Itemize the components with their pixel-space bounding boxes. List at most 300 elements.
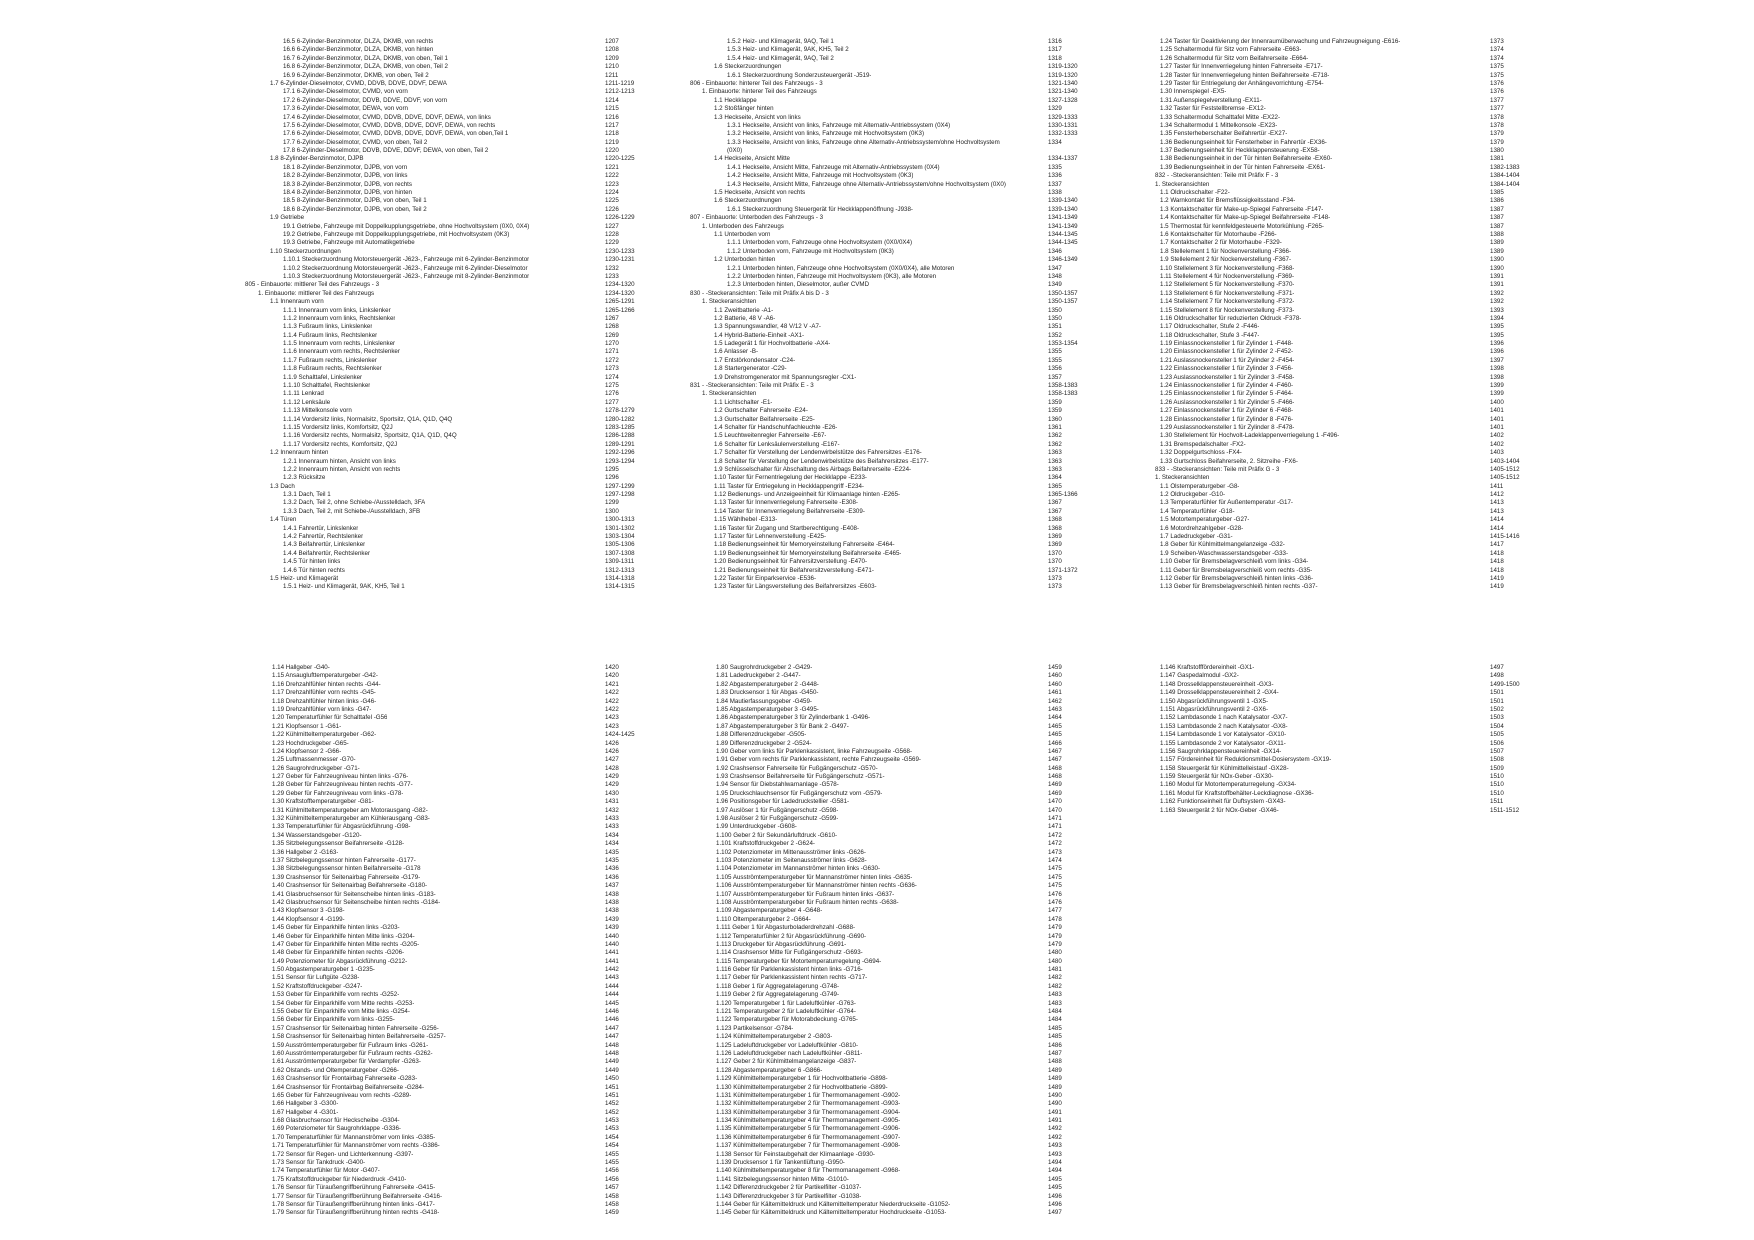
- toc-entry-title: 1.142 Differenzdruckgeber 2 für Partikelfilter -G1037-: [716, 1184, 862, 1192]
- toc-entry-page: 1436: [605, 873, 619, 881]
- toc-entry-page: 1373: [1490, 38, 1504, 45]
- toc-entry-title: 1.109 Abgastemperaturgeber 4 -G648-: [716, 907, 823, 915]
- toc-entry-title: 1.33 Schaltermodul Schalttafel Mitte -EX22-: [1160, 113, 1281, 121]
- toc-entry-title: 1.3.1 Dach, Teil 1: [283, 491, 331, 499]
- toc-entry-page: 1299: [605, 499, 619, 507]
- toc-entry-title: 1.75 Kraftstoffdruckgeber für Niederdruck -G410-: [272, 1175, 407, 1183]
- toc-entry-title: 1.113 Druckgeber für Abgasrückführung -G691-: [716, 940, 847, 948]
- toc-entry-page: 1370: [1048, 549, 1062, 557]
- toc-entry-page: 1384-1404: [1490, 172, 1520, 180]
- toc-entry-title: 1.3.3 Heckseite, Ansicht von links, Fahrzeuge ohne Alternativ-Antriebssystem/ohne Hochvoltsystem: [727, 138, 1000, 146]
- toc-entry-title: 1.43 Klopfsensor 3 -G198-: [272, 907, 345, 915]
- toc-entry-title: 1.8 Geber für Kühlmittelmangelanzeige -G32-: [1160, 541, 1285, 549]
- toc-entry-title: 1.131 Kühlmitteltemperaturgeber 1 für Thermomanagement -G902-: [716, 1091, 901, 1099]
- toc-entry-page: 1443: [605, 974, 619, 982]
- toc-entry-title: 1.9 Drehstromgenerator mit Spannungsregler -CX1-: [714, 373, 857, 381]
- toc-entry-page: 1319-1320: [1048, 63, 1078, 71]
- toc-entry-page: 1384-1404: [1490, 180, 1520, 188]
- toc-entry-title: 1.1 Lichtschalter -E1-: [714, 398, 773, 406]
- toc-entry-page: 1488: [1048, 1058, 1062, 1066]
- toc-entry-title: 1.96 Positionsgeber für Ladedruckstellier -G581-: [716, 798, 850, 806]
- toc-entry-page: 1357: [1048, 373, 1062, 381]
- toc-entry-page: 1429: [605, 781, 619, 789]
- toc-entry-title: 1.6.1 Steckerzuordnung Sonderzusteuergerät -J519-: [727, 71, 872, 79]
- toc-entry-title: 1.86 Abgastemperaturgeber 3 für Zylinderbank 1 -G496-: [716, 714, 871, 722]
- toc-entry-title: 1.15 Wählhebel -E313-: [714, 516, 778, 524]
- toc-entry-page: 1437: [605, 882, 619, 890]
- toc-entry-page: 1221: [605, 163, 619, 171]
- toc-entry-page: 1468: [1048, 773, 1062, 781]
- toc-entry-page: 1424-1425: [605, 731, 635, 739]
- toc-entry-page: 1474: [1048, 856, 1062, 864]
- toc-entry-page: 1367: [1048, 507, 1062, 515]
- toc-entry-title: 1.12 Geber für Bremsbelagverschleiß hinten links -G36-: [1160, 575, 1314, 582]
- toc-entry-title: 1.16 Öldruckschalter für reduzierten Öldruck -F378-: [1160, 314, 1302, 322]
- toc-entry-page: 1353-1354: [1048, 340, 1078, 348]
- toc-entry-page: 1427: [605, 756, 619, 764]
- toc-entry-page: 1475: [1048, 873, 1062, 881]
- toc-entry-page: 1417: [1490, 541, 1504, 549]
- toc-entry-title: 1.31 Kühlmitteltemperaturgeber am Motorausgang -G82-: [272, 806, 428, 814]
- toc-entry-page: 1449: [605, 1066, 619, 1074]
- toc-entry-page: 1465: [1048, 731, 1062, 739]
- toc-entry-title: 1.1.5 Innenraum vorn rechts, Linkslenker: [283, 340, 396, 348]
- toc-entry-title: 1.2 Batterie, 48 V -A6-: [714, 314, 776, 322]
- toc-entry-page: 1422: [605, 705, 619, 713]
- toc-entry-page: 1392: [1490, 298, 1504, 306]
- toc-entry-title: 1.2.3 Rücksitze: [283, 474, 326, 482]
- toc-entry-page: 1365: [1048, 482, 1062, 490]
- toc-entry-title: 1.30 Innenspiegel -EX5-: [1160, 88, 1227, 96]
- toc-entry-page: 1271: [605, 348, 619, 356]
- toc-entry-page: 1490: [1048, 1100, 1062, 1108]
- toc-entry-title: 1.49 Potenziometer für Abgasrückführung -G212-: [272, 957, 408, 965]
- toc-entry-title: 1.10.2 Steckerzuordnung Motorsteuergerät -J623-, Fahrzeuge mit 6-Zylinder-Dieselmotor: [283, 264, 528, 272]
- toc-entry-page: 1469: [1048, 781, 1062, 789]
- toc-entry-page: 1356: [1048, 365, 1062, 373]
- toc-entry-page: 1286-1288: [605, 432, 635, 440]
- toc-entry-page: 1471: [1048, 815, 1062, 823]
- toc-entry-page: 1493: [1048, 1150, 1062, 1158]
- toc-entry-page: 1359: [1048, 398, 1062, 406]
- toc-entry-page: 1371-1372: [1048, 566, 1078, 574]
- toc-entry-page: 1336: [1048, 172, 1062, 180]
- toc-entry-page: 1297-1298: [605, 491, 635, 499]
- toc-entry-page: 1222: [605, 172, 619, 180]
- toc-entry-title: 1.38 Sitzbelegungssensor hinten Beifahrerseite -G178: [272, 865, 421, 873]
- toc-entry-page: 1397: [1490, 356, 1504, 364]
- toc-entry-page: 1351: [1048, 323, 1062, 331]
- toc-entry-title: 18.2 8-Zylinder-Benzinmotor, DJPB, von links: [283, 172, 408, 180]
- toc-entry-page: 1511-1512: [1490, 806, 1520, 814]
- toc-entry-title: 1.99 Unterdruckgeber -G608-: [716, 823, 797, 831]
- toc-entry-page: 1446: [605, 1016, 619, 1024]
- toc-entry-title: 1.137 Kühlmitteltemperaturgeber 7 für Thermomanagement -G908-: [716, 1142, 901, 1150]
- toc-entry-page: 1400: [1490, 398, 1504, 406]
- toc-entry-page: 1459: [605, 1209, 619, 1217]
- toc-entry-page: 1273: [605, 365, 619, 373]
- toc-entry-page: 1352: [1048, 331, 1062, 339]
- toc-entry-page: 1329-1333: [1048, 113, 1078, 121]
- toc-entry-title: 1.16 Drehzahlfühler hinten rechts -G44-: [272, 680, 381, 688]
- toc-entry-title: 1.4 Heckseite, Ansicht Mitte: [714, 155, 791, 163]
- toc-entry-page: 1373: [1048, 575, 1062, 582]
- toc-entry-page: 1491: [1048, 1117, 1062, 1125]
- toc-entry-title: 1.3 Heckseite, Ansicht von links: [714, 113, 801, 121]
- toc-entry-title: 1.35 Sitzbelegungssensor Beifahrerseite -G128-: [272, 840, 405, 848]
- toc-entry-title: 1.144 Geber für Kältemitteldruck und Kältemitteltemperatur Niederdruckseite -G1052-: [716, 1201, 951, 1208]
- toc-entry-page: 1482: [1048, 974, 1062, 982]
- toc-entry-page: 1211: [605, 71, 619, 79]
- toc-entry-page: 1295: [605, 465, 619, 473]
- toc-entry-page: 1495: [1048, 1175, 1062, 1183]
- toc-entry-page: 1375: [1490, 63, 1504, 71]
- toc-entry-title: 1. Einbauorte: hinterer Teil des Fahrzeugs: [702, 88, 817, 96]
- toc-entry-title: 1.21 Klopfsensor 1 -G61-: [272, 722, 342, 730]
- toc-entry-title: 1.106 Ausströmtemperaturgeber für Mannanströmer hinten rechts -G636-: [716, 882, 917, 890]
- toc-entry-page: 1422: [605, 689, 619, 697]
- toc-entry-page: 1214: [605, 96, 619, 104]
- toc-entry-title: 1.136 Kühlmitteltemperaturgeber 6 für Thermomanagement -G907-: [716, 1133, 901, 1141]
- toc-entry-page: 1452: [605, 1100, 619, 1108]
- toc-entry-title: 19.3 Getriebe, Fahrzeuge mit Automatikgetriebe: [283, 239, 415, 247]
- toc-entry-title: 833 - -Steckeransichten: Teile mit Präfix G - 3: [1155, 465, 1280, 473]
- toc-entry-title: 1.9 Getriebe: [270, 214, 305, 222]
- toc-entry-page: 1429: [605, 773, 619, 781]
- toc-entry-page: 1432: [605, 806, 619, 814]
- toc-entry-title: 1.162 Funktionseinheit für Duftsystem -GX43-: [1160, 798, 1286, 806]
- toc-entry-page: 1297-1299: [605, 482, 635, 490]
- toc-entry-title: 1.156 Saugrohrklappensteuereinheit -GX14-: [1160, 747, 1282, 755]
- toc-entry-title: 1.20 Temperaturfühler für Schalttafel -G56: [272, 714, 388, 722]
- toc-entry-title: 19.1 Getriebe, Fahrzeuge mit Doppelkupplungsgetriebe, ohne Hochvoltsystem (0X0, 0X4): [283, 222, 530, 230]
- toc-entry-page: 1378: [1490, 121, 1504, 129]
- toc-entry-title: 1.13 Taster für Innenverriegelung Fahrerseite -E308-: [714, 499, 858, 507]
- toc-entry-title: 18.1 8-Zylinder-Benzinmotor, DJPB, von vorn: [283, 163, 408, 171]
- toc-entry-title: 1.115 Temperaturgeber für Motortemperaturregelung -G694-: [716, 957, 882, 965]
- toc-entry-title: 1.80 Saugrohrdruckgeber 2 -G429-: [716, 664, 813, 671]
- toc-entry-title: 16.7 6-Zylinder-Benzinmotor, DLZA, DKMB, von oben, Teil 1: [283, 54, 448, 62]
- toc-entry-title: 1.148 Drosselklappensteuereinheit -GX3-: [1160, 680, 1274, 688]
- toc-entry-page: 1387: [1490, 214, 1504, 222]
- toc-entry-title: 1.146 Kraftstofffördereinheit -GX1-: [1160, 664, 1255, 671]
- toc-entry-title: 1.139 Drucksensor 1 für Tankentlüftung -G950-: [716, 1159, 845, 1167]
- toc-entry-title: 806 - Einbauorte: hinterer Teil des Fahrzeugs - 3: [690, 79, 823, 87]
- toc-entry-page: 1395: [1490, 323, 1504, 331]
- toc-entry-page: 1396: [1490, 348, 1504, 356]
- toc-entry-page: 1459: [1048, 664, 1062, 671]
- toc-entry-title: 1.42 Glasbruchsensor für Seitenscheibe hinten rechts -G184-: [272, 898, 441, 906]
- toc-entry-page: 1496: [1048, 1192, 1062, 1200]
- toc-entry-page: 1503: [1490, 714, 1504, 722]
- toc-entry-title: 1.114 Crashsensor Mitte für Fußgängerschutz -G693-: [716, 949, 863, 957]
- toc-entry-title: 1.15 Ansauglufttemperaturgeber -G42-: [272, 672, 378, 680]
- toc-entry-title: 1.6 Schalter für Lenksäulenverstellung -E167-: [714, 440, 840, 448]
- toc-entry-page: 1438: [605, 907, 619, 915]
- toc-entry-title: 17.2 6-Zylinder-Dieselmotor, DDVB, DDVE, DDVF, von vorn: [283, 96, 448, 104]
- toc-entry-page: 1413: [1490, 507, 1504, 515]
- toc-entry-title: 1.111 Geber 1 für Abgasturboladerdrehzahl -G688-: [716, 924, 856, 932]
- toc-entry-title: 1.149 Drosselklappensteuereinheit 2 -GX4-: [1160, 689, 1279, 697]
- toc-entry-page: 1276: [605, 390, 619, 398]
- toc-entry-page: 1402: [1490, 432, 1504, 440]
- toc-entry-page: 1381: [1490, 155, 1504, 163]
- toc-entry-title: 1.1.9 Schalttafel, Linkslenker: [283, 373, 363, 381]
- toc-entry-page: 1419: [1490, 583, 1504, 591]
- toc-entry-page: 1463: [1048, 705, 1062, 713]
- toc-entry-page: 1207: [605, 38, 619, 45]
- toc-entry-title: 1.117 Geber für Parklenkassistent hinten rechts -G717-: [716, 974, 868, 982]
- toc-entry-page: 1480: [1048, 949, 1062, 957]
- toc-entry-title: 1.4 Türen: [270, 516, 297, 524]
- toc-entry-title: 1.11 Taster für Entriegelung in Heckklappengriff -E234-: [714, 482, 864, 490]
- toc-entry-page: 1501: [1490, 697, 1504, 705]
- toc-entry-page: 1405-1512: [1490, 474, 1520, 482]
- toc-entry-page: 1346: [1048, 247, 1062, 255]
- toc-entry-page: 1376: [1490, 79, 1504, 87]
- toc-entry-page: 1212-1213: [605, 88, 635, 96]
- toc-entry-title: 1.135 Kühlmitteltemperaturgeber 5 für Thermomanagement -G906-: [716, 1125, 901, 1133]
- toc-entry-title: 1.72 Sensor für Regen- und Lichterkennung -G397-: [272, 1150, 414, 1158]
- toc-entry-title: 1.32 Doppelgurtschloss -FX4-: [1160, 449, 1242, 457]
- toc-entry-page: 1505: [1490, 731, 1504, 739]
- toc-entry-title: 1.19 Bedienungseinheit für Memoryeinstellung Beifahrerseite -E465-: [714, 549, 902, 557]
- toc-entry-page: 1438: [605, 890, 619, 898]
- toc-entry-title: 1.1.11 Lenkrad: [283, 390, 324, 398]
- toc-entry-title: 1.60 Ausströmtemperaturgeber für Fußraum rechts -G262-: [272, 1049, 433, 1057]
- toc-entry-title: 1.8 8-Zylinder-Benzinmotor, DJPB: [270, 155, 364, 163]
- toc-entry-page: 1475: [1048, 865, 1062, 873]
- toc-entry-page: 1369: [1048, 533, 1062, 541]
- toc-entry-page: 1360: [1048, 415, 1062, 423]
- toc-entry-title: 1.1.1 Innenraum vorn links, Linkslenker: [283, 306, 391, 314]
- toc-entry-title: 17.6 6-Zylinder-Dieselmotor, CVMD, DDVB, DDVE, DDVF, DEWA, von oben,Teil 1: [283, 130, 509, 138]
- toc-entry-page: 1219: [605, 138, 619, 146]
- toc-entry-page: 1378: [1490, 113, 1504, 121]
- toc-entry-page: 1423: [605, 722, 619, 730]
- toc-entry-page: 1435: [605, 856, 619, 864]
- toc-entry-page: 1497: [1048, 1209, 1062, 1217]
- toc-entry-title: 1.143 Differenzdruckgeber 3 für Partikelfilter -G1038-: [716, 1192, 862, 1200]
- toc-entry-title: 1.9 Stellelement 2 für Nockenverstellung -F367-: [1160, 256, 1292, 264]
- toc-entry-page: 1292-1296: [605, 449, 635, 457]
- toc-entry-title: 1.161 Modul für Kraftstoffbehälter-Leckdiagnose -GX36-: [1160, 789, 1314, 797]
- toc-entry-title: 1.5.1 Heiz- und Klimagerät, 9AK, KH5, Teil 1: [283, 583, 405, 591]
- toc-entry-title: 1.76 Sensor für Türaußengriffberührung Fahrerseite -G415-: [272, 1184, 436, 1192]
- toc-entry-page: 1312-1313: [605, 566, 635, 574]
- toc-entry-page: 1485: [1048, 1024, 1062, 1032]
- toc-entry-page: 1413: [1490, 499, 1504, 507]
- toc-entry-page: 1301-1302: [605, 524, 635, 532]
- toc-entry-title: 1.16 Taster für Zugang und Startberechtigung -E408-: [714, 524, 860, 532]
- toc-entry-page: 1389: [1490, 239, 1504, 247]
- toc-entry-title: 1.62 Ölstands- und Öltemperaturgeber -G266-: [272, 1066, 399, 1074]
- toc-entry-title: 1.3 Dach: [270, 482, 295, 490]
- toc-entry-page: 1349: [1048, 281, 1062, 289]
- toc-entry-page: 1448: [605, 1041, 619, 1049]
- toc-entry-title: 1.112 Temperaturfühler 2 für Abgasrückführung -G690-: [716, 932, 867, 940]
- toc-entry-page: 1494: [1048, 1167, 1062, 1175]
- toc-entry-title: 1.91 Geber vorn rechts für Parklenkassistent, rechte Fahrzeugseite -G569-: [716, 756, 921, 764]
- toc-entry-title: 1.1 Innenraum vorn: [270, 298, 324, 306]
- toc-entry-page: 1226-1229: [605, 214, 635, 222]
- toc-entry-page: 1467: [1048, 747, 1062, 755]
- toc-entry-page: 1433: [605, 815, 619, 823]
- toc-entry-page: 1492: [1048, 1133, 1062, 1141]
- toc-entry-title: 1.2 Gurtschalter Fahrerseite -E24-: [714, 407, 808, 415]
- toc-entry-title: 1.32 Kühlmitteltemperaturgeber am Kühlerausgang -G83-: [272, 815, 430, 823]
- toc-entry-page: 1365-1366: [1048, 491, 1078, 499]
- toc-entry-title: 1.104 Potenziometer im Mannanströmer hinten links -G630-: [716, 865, 881, 873]
- toc-entry-page: 1502: [1490, 705, 1504, 713]
- toc-entry-title: 1.5 Ladegerät 1 für Hochvoltbatterie -AX4-: [714, 340, 831, 348]
- toc-entry-page: 1300-1313: [605, 516, 635, 524]
- toc-entry-title: 1.150 Abgasrückführungsventil 1 -GX5-: [1160, 697, 1268, 705]
- toc-entry-title: 1.23 Taster für Längsverstellung des Beifahrersitzes -E603-: [714, 583, 877, 591]
- toc-entry-title: 1.10 Taster für Fernentriegelung der Heckklappe -E233-: [714, 474, 867, 482]
- toc-entry-page: 1229: [605, 239, 619, 247]
- toc-entry-page: 1506: [1490, 739, 1504, 747]
- toc-entry-page: 1350-1357: [1048, 289, 1078, 297]
- toc-entry-page: 1339-1340: [1048, 205, 1078, 213]
- toc-entry-title: 1.70 Temperaturfühler für Mannanströmer vorn links -G385-: [272, 1133, 436, 1141]
- toc-entry-title: 1.153 Lambdasonde 2 nach Katalysator -GX8-: [1160, 722, 1288, 730]
- toc-entry-title: 1.6 Anlasser -B-: [714, 348, 759, 356]
- toc-entry-page: 1444: [605, 982, 619, 990]
- toc-entry-page: 1457: [605, 1184, 619, 1192]
- toc-entry-page: 1510: [1490, 781, 1504, 789]
- toc-entry-page: 1508: [1490, 756, 1504, 764]
- toc-entry-title: 1.9 Schlüsselschalter für Abschaltung des Airbags Beifahrerseite -E224-: [714, 465, 912, 473]
- toc-entry-page: 1380: [1490, 147, 1504, 155]
- toc-entry-page: 1223: [605, 180, 619, 188]
- toc-entry-title: 17.5 6-Zylinder-Dieselmotor, CVMD, DDVB, DDVE, DDVF, DEWA, von rechts: [283, 121, 496, 129]
- toc-entry-page: 1401: [1490, 415, 1504, 423]
- toc-entry-page: 1483: [1048, 991, 1062, 999]
- toc-entry-title: 1.5 Heiz- und Klimagerät: [270, 575, 339, 582]
- toc-entry-page: 1230-1233: [605, 247, 635, 255]
- toc-entry-title: 1.158 Steuergerät für Kühlmittelleistauf -GX28-: [1160, 764, 1289, 772]
- toc-entry-page: 1445: [605, 999, 619, 1007]
- toc-entry-page: 1405-1512: [1490, 465, 1520, 473]
- toc-entry-page: 1434: [605, 840, 619, 848]
- toc-entry-page: 1450: [605, 1075, 619, 1083]
- toc-entry-title: 1.30 Stellelement für Hochvolt-Ladeklappenverriegelung 1 -F496-: [1160, 432, 1340, 440]
- toc-entry-page: 1209: [605, 54, 619, 62]
- toc-entry-title: 1.3.2 Heckseite, Ansicht von links, Fahrzeuge mit Hochvoltsystem (0K3): [727, 130, 925, 138]
- toc-entry-title: 1.54 Geber für Einparkhilfe vorn Mitte rechts -G253-: [272, 999, 415, 1007]
- toc-entry-title: 17.4 6-Zylinder-Dieselmotor, CVMD, DDVB, DDVE, DDVF, DEWA, von links: [283, 113, 491, 121]
- toc-entry-title: 1. Unterboden des Fahrzeugs: [702, 222, 784, 230]
- toc-entry-page: 1368: [1048, 516, 1062, 524]
- toc-entry-page: 1389: [1490, 247, 1504, 255]
- toc-entry-title: 1.120 Temperaturgeber 1 für Ladeluftkühler -G763-: [716, 999, 856, 1007]
- toc-entry-page: 1339-1340: [1048, 197, 1078, 205]
- toc-entry-title: 1.6 Steckerzuordnungen: [714, 63, 782, 71]
- toc-entry-page: 1472: [1048, 840, 1062, 848]
- toc-entry-title: 1.53 Geber für Einparkhilfe vorn rechts -G252-: [272, 991, 400, 999]
- toc-entry-title: 1.40 Crashsensor für Seitenairbag Beifahrerseite -G180-: [272, 882, 428, 890]
- toc-entry-page: 1489: [1048, 1066, 1062, 1074]
- toc-entry-page: 1362: [1048, 440, 1062, 448]
- toc-entry-page: 1493: [1048, 1142, 1062, 1150]
- toc-entry-title: 1.89 Differenzdruckgeber 2 -G524-: [716, 739, 812, 747]
- toc-entry-page: 1456: [605, 1175, 619, 1183]
- toc-entry-page: 1215: [605, 105, 619, 113]
- toc-entry-title: 1.57 Crashsensor für Seitenairbag hinten Fahrerseite -G256-: [272, 1024, 439, 1032]
- toc-entry-title: 1.1.16 Vordersitz rechts, Normalsitz, Sportsitz, Q1A, Q1D, Q4Q: [283, 432, 457, 440]
- toc-entry-page: 1403: [1490, 449, 1504, 457]
- toc-entry-title: 1.138 Sensor für Feinstaubgehalt der Klimaanlage -G930-: [716, 1150, 875, 1158]
- toc-entry-title: 1.119 Geber 2 für Aggregatelagerung -G749-: [716, 991, 840, 999]
- toc-entry-page: 1393: [1490, 306, 1504, 314]
- toc-entry-page: 1232: [605, 264, 619, 272]
- toc-entry-title: 18.4 8-Zylinder-Benzinmotor, DJPB, von hinten: [283, 189, 412, 197]
- toc-entry-title: 1.1 Ölstemperaturgeber -G8-: [1160, 482, 1240, 490]
- toc-entry-page: 1475: [1048, 882, 1062, 890]
- toc-entry-page: 1350: [1048, 306, 1062, 314]
- toc-entry-page: 1367: [1048, 499, 1062, 507]
- toc-entry-title: 1.1 Zweitbatterie -A1-: [714, 306, 774, 314]
- toc-entry-title: 1.1.10 Schalttafel, Rechtslenker: [283, 382, 371, 390]
- toc-entry-page: 1480: [1048, 957, 1062, 965]
- toc-entry-title: 18.6 8-Zylinder-Benzinmotor, DJPB, von oben, Teil 2: [283, 205, 427, 213]
- toc-entry-page: 1484: [1048, 1008, 1062, 1016]
- toc-entry-title: 1.55 Geber für Einparkhilfe vorn Mitte links -G254-: [272, 1008, 410, 1016]
- toc-entry-title: 1.1.8 Fußraum rechts, Rechtslenker: [283, 365, 382, 373]
- toc-entry-title: 1.1.17 Vordersitz rechts, Komfortsitz, Q2J: [283, 440, 398, 448]
- toc-entry-page: 1230-1231: [605, 256, 635, 264]
- toc-entry-page: 1355: [1048, 356, 1062, 364]
- toc-entry-title: (0X0): [727, 147, 743, 155]
- toc-entry-title: 1.36 Hallgeber 2 -G163-: [272, 848, 339, 856]
- toc-entry-title: 1.46 Geber für Einparkhilfe hinten Mitte links -G204-: [272, 932, 415, 940]
- toc-entry-title: 1.100 Geber 2 für Sekundärluftdruck -G610-: [716, 831, 838, 839]
- toc-entry-page: 1467: [1048, 756, 1062, 764]
- toc-entry-title: 1.69 Potenziometer für Saugrohrklappe -G336-: [272, 1125, 401, 1133]
- toc-entry-page: 1321-1340: [1048, 79, 1078, 87]
- toc-entry-title: 1.26 Auslassnockensteller 1 für Zylinder 5 -F466-: [1160, 398, 1295, 406]
- toc-entry-page: 1369: [1048, 541, 1062, 549]
- toc-entry-page: 1368: [1048, 524, 1062, 532]
- toc-entry-title: 1.147 Gaspedalmodul -GX2-: [1160, 672, 1239, 680]
- toc-entry-title: 1.159 Steuergerät für NOx-Geber -GX30-: [1160, 773, 1274, 781]
- toc-entry-page: 1379: [1490, 130, 1504, 138]
- toc-entry-title: 1.50 Abgastemperaturgeber 1 -G235-: [272, 966, 375, 974]
- toc-entry-title: 1.6 Kontaktschalter für Motorhaube -F266-: [1160, 230, 1277, 238]
- toc-entry-title: 17.8 6-Zylinder-Dieselmotor, DDVB, DDVE, DDVF, DEWA, von oben, Teil 2: [283, 147, 489, 155]
- toc-entry-page: 1334: [1048, 138, 1062, 146]
- toc-entry-title: 1.68 Glasbruchsensor für Heckscheibe -G304-: [272, 1117, 400, 1125]
- toc-entry-page: 1303-1304: [605, 533, 635, 541]
- toc-entry-title: 1.1.14 Vordersitz links, Normalsitz, Sportsitz, Q1A, Q1D, Q4Q: [283, 415, 453, 423]
- toc-entry-page: 1441: [605, 957, 619, 965]
- toc-entry-page: 1447: [605, 1024, 619, 1032]
- toc-entry-page: 1220-1225: [605, 155, 635, 163]
- toc-entry-page: 1438: [605, 898, 619, 906]
- toc-entry-page: 1355: [1048, 348, 1062, 356]
- toc-entry-title: 1.127 Geber 2 für Kühlmittelmangelanzeige -G837-: [716, 1058, 857, 1066]
- toc-entry-page: 1402: [1490, 440, 1504, 448]
- toc-entry-page: 1428: [605, 764, 619, 772]
- toc-entry-title: 1.95 Druckschlauchsensor für Fußgängerschutz vorn -G579-: [716, 789, 883, 797]
- toc-entry-page: 1335: [1048, 163, 1062, 171]
- toc-entry-title: 1.154 Lambdasonde 1 vor Katalysator -GX10-: [1160, 731, 1287, 739]
- toc-entry-title: 830 - -Steckeransichten: Teile mit Präfix A bis D - 3: [690, 289, 829, 297]
- toc-entry-page: 1309-1311: [605, 558, 635, 566]
- toc-entry-title: 1.1.3 Fußraum links, Linkslenker: [283, 323, 373, 331]
- toc-entry-page: 1234-1320: [605, 289, 635, 297]
